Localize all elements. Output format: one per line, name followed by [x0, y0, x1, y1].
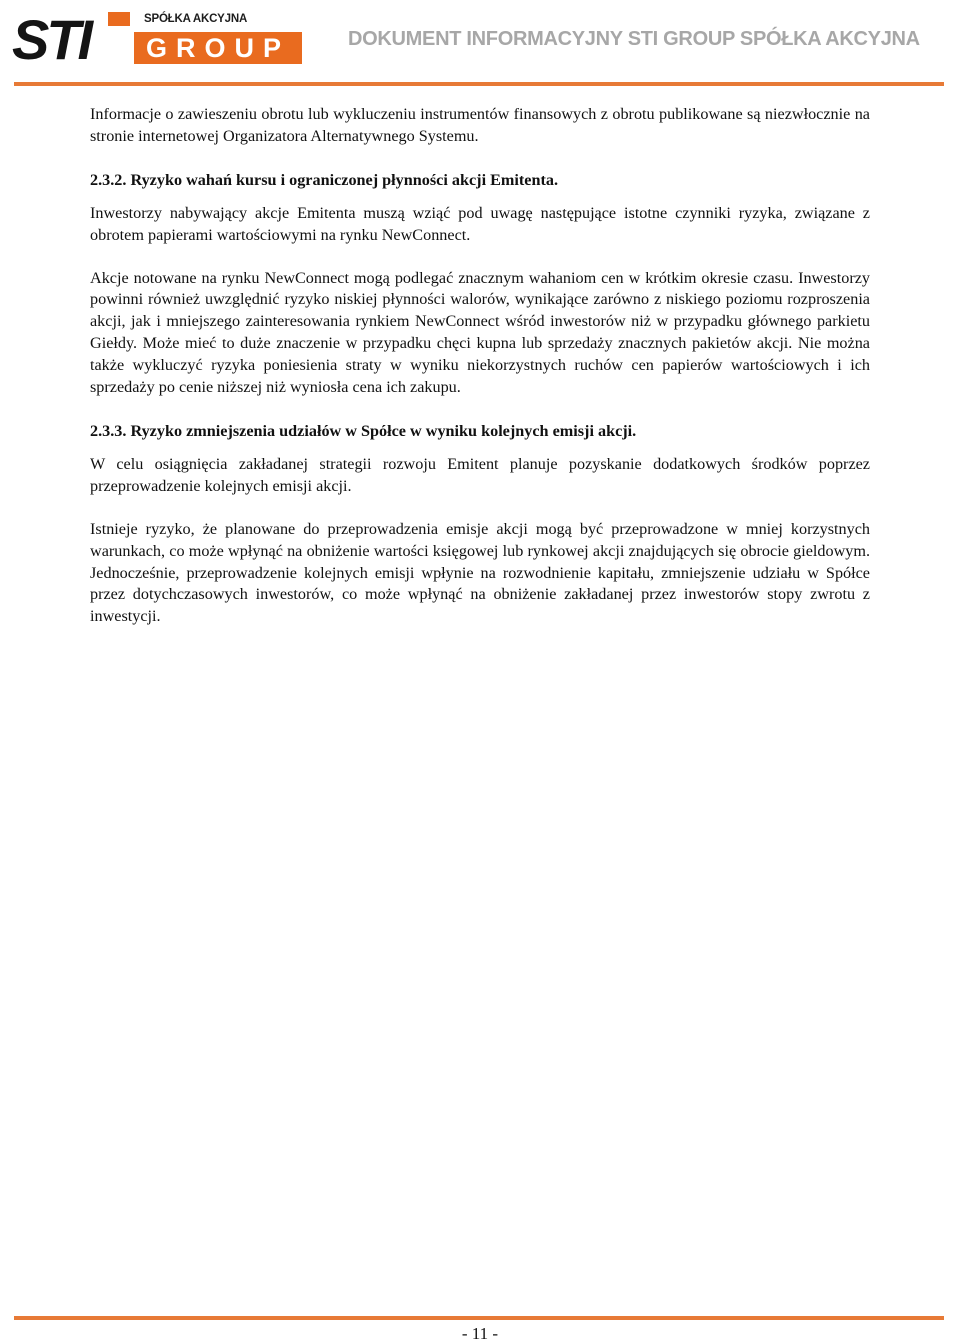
paragraph-dilution-risk: Istnieje ryzyko, że planowane do przeprowadzenia emisje akcji mogą być przeprowadzone w mniej korzystnych warunkach, co może wpłynąć na obniżenie wartości księgowej lub rynkowej akcji znajdujących się obrocie gieldowym. Jednocześnie, przeprowadzenie kolejnych emisji wpłynie na rozwodnienie kapitału, zmniejszenie udziału w Spółce przez dotychczasowych inwestorów, co może wpłynąć na obniżenie zakładanej przez inwestorów stopy zwrotu z inwestycji.: [90, 519, 870, 626]
document-title: DOKUMENT INFORMACYJNY STI GROUP SPÓŁKA AKCYJNA: [348, 28, 920, 50]
footer-divider: [14, 1316, 944, 1320]
paragraph-suspension-info: Informacje o zawieszeniu obrotu lub wykluczeniu instrumentów finansowych z obrotu publikowane są niezwłocznie na stronie internetowej Organizatora Alternatywnego Systemu.: [90, 105, 870, 145]
paragraph-price-volatility: Akcje notowane na rynku NewConnect mogą podlegać znacznym wahaniom cen w krótkim okresie czasu. Inwestorzy powinni również uwzględnić ryzyko niskiej płynności walorów, wynikające zarówno z niskiego poziomu rozproszenia akcji, jak i mniejszego zainteresowania rynkiem NewConnect wśród inwestorów niż w przypadku głównego parkietu Giełdy. Może mieć to duże znaczenie w przypadku chęci kupna lub sprzedaży znacznych pakietów akcji. Nie można także wykluczyć ryzyka poniesienia straty w wyniku niekorzystnych ruchów cen papierów wartościowych i ich sprzedaży po cenie niższej niż wyniosła cena ich zakupu.: [90, 268, 870, 397]
logo-orange-mark: [108, 12, 130, 26]
section-heading-2-3-2: 2.3.2. Ryzyko wahań kursu i ograniczonej płynności akcji Emitenta.: [90, 170, 558, 189]
paragraph-further-issues: W celu osiągnięcia zakładanej strategii rozwoju Emitent planuje pozyskanie dodatkowych środków poprzez przeprowadzenie kolejnych emisji akcji.: [90, 454, 870, 495]
section-heading-2-3-3: 2.3.3. Ryzyko zmniejszenia udziałów w Spółce w wyniku kolejnych emisji akcji.: [90, 421, 637, 440]
paragraph-investor-factors: Inwestorzy nabywający akcje Emitenta muszą wziąć pod uwagę następujące istotne czynniki ryzyka, związane z obrotem papierami wartościowymi na rynku NewConnect.: [90, 203, 870, 244]
document-body: [90, 104, 870, 628]
page-header: [0, 0, 960, 92]
sti-group-logo: [12, 10, 302, 72]
logo-sti-text: STI: [12, 8, 91, 71]
page-number: - 11 -: [461, 1324, 499, 1343]
header-divider: [14, 82, 944, 86]
logo-subtitle: SPÓŁKA AKCYJNA: [144, 13, 248, 25]
logo-group-text: GROUP: [134, 32, 302, 64]
